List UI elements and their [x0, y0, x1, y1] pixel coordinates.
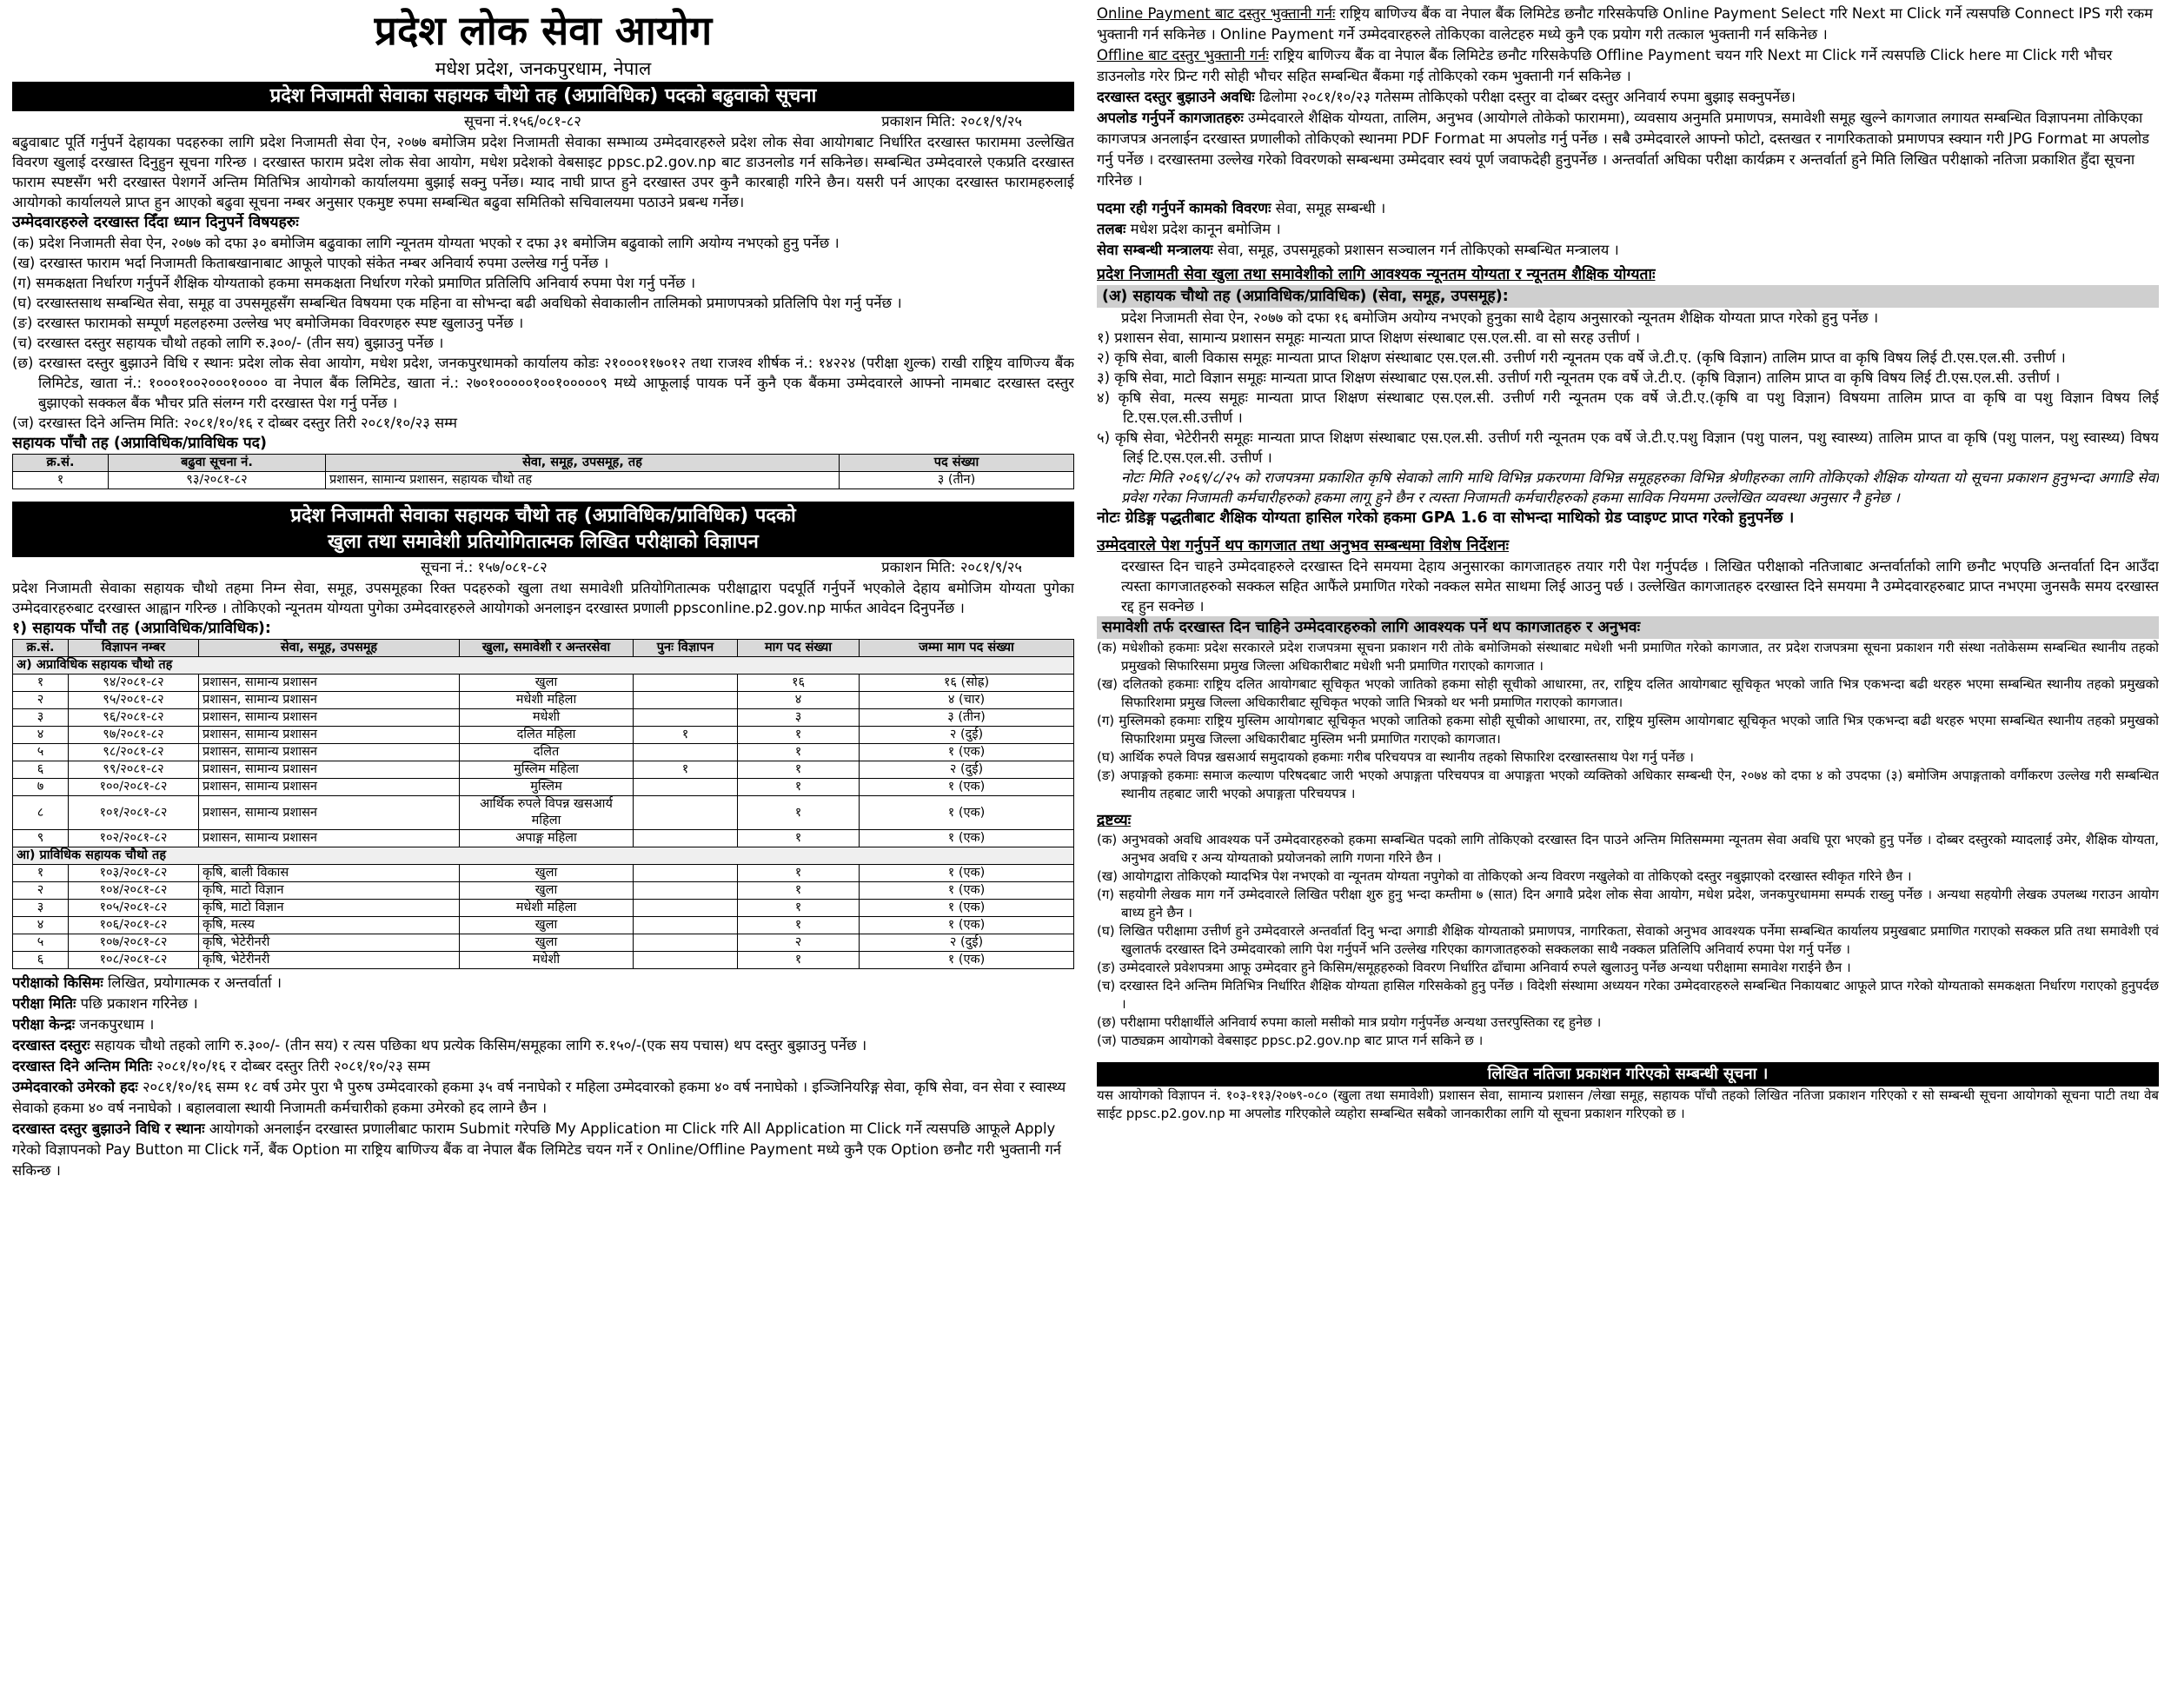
table-cell: १०८/२०८१-८२ — [69, 952, 199, 969]
notice1-pub-date: प्रकाशन मिति: २०८१/९/२५ — [881, 113, 1022, 130]
job-duties-label: पदमा रही गर्नुपर्ने कामको विवरणः — [1097, 200, 1271, 216]
notice2-number: सूचना नं.: १५७/०८१-८२ — [421, 559, 548, 575]
table-cell: १ (एक) — [860, 744, 1074, 761]
table-cell: कृषि, माटो विज्ञान — [199, 900, 460, 917]
offline-payment-label: Offline बाट दस्तुर भुक्तानी गर्नः — [1097, 47, 1269, 63]
table-cell — [634, 934, 738, 952]
age-label: उम्मेदवारको उमेरको हदः — [12, 1079, 138, 1095]
table-cell — [634, 952, 738, 969]
notice1-point: (च) दरखास्त दस्तुर सहायक चौथो तहको लागि रु.३००/- (तीन सय) बुझाउनु पर्नेछ । — [12, 335, 444, 351]
table-row — [13, 900, 1074, 917]
table-cell: १ — [13, 472, 109, 489]
remark-item: (ग) सहयोगी लेखक माग गर्ने उम्मेदवारले लिखित परीक्षा शुरु हुनु भन्दा कम्तीमा ७ (सात) दिन अगावै प्रदेश लोक सेवा आयोग, मधेश प्रदेश, जनकपुरधाममा सम्पर्क राख्नु पर्नेछ । अन्यथा सहयोगी लेखक उपलब्ध गराउन आयोग बाध्य हुने छैन । — [1097, 887, 2159, 920]
table-cell: ३ (तीन) — [840, 472, 1074, 489]
table-cell: ८ — [13, 796, 69, 830]
notice2-title-line2: खुला तथा समावेशी प्रतियोगितात्मक लिखित परीक्षाको विज्ञापन — [328, 531, 759, 553]
table-cell: १ — [738, 727, 860, 744]
table-cell: ९३/२०८१-८२ — [109, 472, 326, 489]
table-cell: १ (एक) — [860, 865, 1074, 882]
upload-docs — [1097, 108, 2159, 191]
fee-value: सहायक चौथो तहको लागि रु.३००/- (तीन सय) र त्यस पछिका थप प्रत्येक किसिम/समूहका लागि रु.१५०/-(एक सय पचास) थप दस्तुर बुझाउनु पर्नेछ । — [90, 1037, 867, 1053]
table-cell — [634, 692, 738, 709]
result-notice-text: यस आयोगको विज्ञापन नं. १०३-११३/२०७९-०८० (खुला तथा समावेशी) प्रशासन सेवा, सामान्य प्रशासन /लेखा समूह, सहायक पाँचौ तहको लिखित नतिजा प्रकाशन गरिएको र सो सम्बन्धी सूचना आयोगको सूचना पाटी तथा वेब साईट ppsc.p2.gov.np मा अपलोड गरिएकोले व्यहोरा सम्बन्धित सबैको जानकारीका लागि यो सूचना प्रकाशन गरिएको छ । — [1097, 1087, 2159, 1121]
job-duties-text: सेवा, समूह सम्बन्धी । — [1271, 200, 1386, 216]
table-cell — [634, 796, 738, 830]
table-row — [13, 727, 1074, 744]
table-cell: खुला — [460, 675, 634, 692]
ministry-text: सेवा, समूह, उपसमूहको प्रशासन सञ्चालन गर्न तोकिएको सम्बन्धित मन्त्रालय । — [1212, 242, 1619, 258]
table-cell — [634, 744, 738, 761]
table-cell: १ — [738, 761, 860, 779]
exam-date-label: परीक्षा मितिः — [12, 995, 76, 1012]
table-cell: ३ — [13, 709, 69, 727]
table-cell: प्रशासन, सामान्य प्रशासन — [199, 675, 460, 692]
table-cell: १ — [738, 952, 860, 969]
table-cell: प्रशासन, सामान्य प्रशासन — [199, 744, 460, 761]
qualification-heading: प्रदेश निजामती सेवा खुला तथा समावेशीको लागि आवश्यक न्यूनतम योग्यता र न्यूनतम शैक्षिक योग्यताः — [1097, 266, 1656, 283]
table-cell — [634, 865, 738, 882]
application-deadline — [12, 1056, 1074, 1077]
table-cell: १ (एक) — [860, 882, 1074, 900]
table-cell — [634, 830, 738, 847]
table-cell: खुला — [460, 882, 634, 900]
table-cell: १०६/२०८१-८२ — [69, 917, 199, 934]
notice1-table-heading: सहायक पाँचौ तह (अप्राविधिक/प्राविधिक पद) — [12, 435, 267, 452]
notice1-point: (क) प्रदेश निजामती सेवा ऐन, २०७७ को दफा ३० बमोजिम बढुवाका लागि न्यूनतम योग्यता भएको र दफा ३१ बमोजिम बढुवाको लागि अयोग्य नभएको हुनु पर्नेछ । — [12, 235, 840, 251]
exam-center-value: जनकपुरधाम । — [75, 1016, 155, 1033]
table-cell: १ — [13, 675, 69, 692]
gpa-note: नोटः ग्रेडिङ्ग पद्धतीबाट शैक्षिक योग्यता हासिल गरेको हकमा GPA 1.6 वा सोभन्दा माथिको ग्रेड प्वाइण्ट प्राप्त गरेको हुनुपर्नेछ । — [1097, 509, 1795, 527]
ministry — [1097, 240, 2159, 261]
table-cell: मधेशी महिला — [460, 692, 634, 709]
left-column — [12, 0, 1074, 1708]
table-cell: प्रशासन, सामान्य प्रशासन — [199, 796, 460, 830]
table-cell: १ (एक) — [860, 952, 1074, 969]
table-cell: ३ (तीन) — [860, 709, 1074, 727]
table-cell: कृषि, भेटेरीनरी — [199, 934, 460, 952]
table-cell: १ (एक) — [860, 900, 1074, 917]
inclusive-doc-item: (ख) दलितको हकमाः राष्ट्रिय दलित आयोगबाट सूचिकृत भएको जातिको हकमा सोही सूचीको आधारमा, तर, राष्ट्रिय दलित आयोगबाट सूचिकृत भएको जाति भित्र एकभन्दा बढी थरहरु भएमा सम्बन्धित स्थानीय तहको प्रमुखको सिफारिशमा प्रमुख जिल्ला अधिकारीबाट सूचिकृत भएको जाति भित्रको थर भनी प्रमाणित गराएको कागजात। — [1097, 676, 2159, 710]
group-label: आ) प्राविधिक सहायक चौथो तह — [13, 847, 1074, 865]
exam-center — [12, 1014, 1074, 1035]
age-value: २०८१/१०/१६ सम्म १८ वर्ष उमेर पुरा भै पुरुष उम्मेदवारको हकमा ३५ वर्ष ननाघेको र महिला उम्मेदवारको हकमा ४० वर्ष ननाघेको । इञ्जिनियरिङ्ग सेवा, कृषि सेवा, वन सेवा र स्वास्थ्य सेवाको हकमा ४० वर्ष ननाघेको । बहालवाला स्थायी निजामती कर्मचारीको हकमा उमेरको हद लाग्ने छैन । — [12, 1079, 1066, 1116]
table-cell: १०१/२०८१-८२ — [69, 796, 199, 830]
table-cell: १ (एक) — [860, 779, 1074, 796]
qualification-bar: (अ) सहायक चौथो तह (अप्राविधिक/प्राविधिक) (सेवा, समूह, उपसमूह): — [1097, 285, 2159, 308]
fee-period-text: ढिलोमा २०८१/१०/२३ गतेसम्म तोकिएको परीक्षा दस्तुर वा दोब्बर दस्तुर अनिवार्य रुपमा बुझाइ सक्नुपर्नेछ। — [1254, 89, 1796, 105]
group-row — [13, 847, 1074, 865]
table-row — [13, 934, 1074, 952]
exam-type-label: परीक्षाको किसिमः — [12, 974, 103, 991]
notice2-intro: प्रदेश निजामती सेवाका सहायक चौथो तहमा निम्न सेवा, समूह, उपसमूहका रिक्त पदहरुको खुला तथा समावेशी प्रतियोगितात्मक परीक्षाद्वारा पदपूर्ति गर्नुपर्ने भएकोले देहाय बमोजिम योग्यता पुगेका उम्मेदवारहरुबाट दरखास्त आह्वान गरिन्छ । तोकिएको न्यूनतम योग्यता पुगेका उम्मेदवारहरुले आयोगको अनलाइन दरखास्त प्रणाली ppsconline.p2.gov.np मार्फत आवेदन दिनुपर्नेछ । — [12, 580, 1074, 616]
table-cell: ५ — [13, 934, 69, 952]
table-cell — [634, 882, 738, 900]
table-cell: २ (दुई) — [860, 727, 1074, 744]
table-cell: १ — [738, 865, 860, 882]
table-cell: ७ — [13, 779, 69, 796]
table-cell: कृषि, बाली विकास — [199, 865, 460, 882]
offline-payment — [1097, 45, 2159, 87]
table-row — [13, 779, 1074, 796]
table-cell: १०४/२०८१-८२ — [69, 882, 199, 900]
table-cell: ३ — [13, 900, 69, 917]
table-cell: १ — [738, 830, 860, 847]
notice1-number: सूचना नं.१५६/०८१-८२ — [464, 113, 581, 130]
remark-item: (घ) लिखित परीक्षामा उत्तीर्ण हुने उम्मेदवारले अन्तर्वार्ता दिनु भन्दा अगाडी शैक्षिक योग्यताको प्रमाणपत्र, नागरिकता, सेवाको अनुभव आवश्यक पर्नेमा सम्बन्धित कार्यालय प्रमुखबाट प्रमाणित गराएको सक्कल प्रति तथा समावेशी एवं खुलातर्फ दरखास्त दिने उम्मेदवारको लागि पेश गर्नुपर्ने भनि उल्लेख गरिएका कागजातहरुको सक्कलका साथै नक्कल प्रतिलिपि अनिवार्य रुपमा पेश गर्नु पर्नेछ । — [1097, 923, 2159, 957]
remarks-list — [1097, 831, 2159, 1050]
table-header-row — [13, 640, 1074, 657]
qualification-note: नोटः मिति २०६९/८/२५ को राजपत्रमा प्रकाशित कृषि सेवाको लागि माथि विभिन्न प्रकरणमा विभिन्न समूहहरुका विभिन्न श्रेणीहरुका लागि तोकिएको शैक्षिक योग्यता यो सूचना प्रकाशन हुनुभन्दा अगाडि सेवा प्रवेश गरेका निजामती कर्मचारीहरुको हकमा लागू हुने छैन र त्यस्ता निजामती कर्मचारीहरुको हकमा साविक नियममा उल्लेखित व्यवस्था अनुसार नै हुनेछ । — [1121, 469, 2159, 506]
table-row — [13, 675, 1074, 692]
table-cell: ९ — [13, 830, 69, 847]
table-cell: खुला — [460, 917, 634, 934]
table-cell: मुस्लिम महिला — [460, 761, 634, 779]
col-header: सेवा, समूह, उपसमूह, तह — [326, 455, 840, 472]
table-cell: १ (एक) — [860, 830, 1074, 847]
inclusive-doc-item: (ङ) अपाङ्गको हकमाः समाज कल्याण परिषदबाट जारी भएको अपाङ्गता परिचयपत्र वा अपाङ्गता भएको व्यक्तिको अधिकार सम्बन्धी ऐन, २०७४ को दफा ४ को उपदफा (३) बमोजिम अपाङ्गताको वर्गीकरण उल्लेख गरी सम्बन्धित स्थानीय तहबाट जारी भएको अपाङ्गता परिचयपत्र । — [1097, 768, 2159, 801]
online-payment-text: राष्ट्रिय बाणिज्य बैंक वा नेपाल बैंक लिमिटेड छनौट गरिसकेपछि Online Payment Select गरि Next मा Click गर्ने त्यसपछि Connect IPS गरी रकम भुक्तानी गर्न सकिनेछ । Online Payment गर्ने उम्मेदवारहरुले तोकिएका वालेटहरु मध्ये कुनै एक प्रयोग गरी तत्काल भुक्तानी गर्न सकिनेछ । — [1097, 5, 2154, 43]
remark-item: (ङ) उम्मेदवारले प्रवेशपत्रमा आफू उम्मेदवार हुने किसिम/समूहहरुको विवरण निर्धारित ढाँचामा अनिवार्य रुपले खुलाउनु पर्नेछ अन्यथा परीक्षामा समावेश गराईने छैन । — [1097, 960, 1851, 975]
inclusive-docs-bar: समावेशी तर्फ दरखास्त दिन चाहिने उम्मेदवारहरुको लागि आवश्यक पर्ने थप कागजातहरु र अनुभवः — [1097, 616, 2159, 639]
notice1-points — [12, 233, 1074, 433]
table-cell: प्रशासन, सामान्य प्रशासन — [199, 779, 460, 796]
table-cell: ४ — [738, 692, 860, 709]
table-cell — [634, 675, 738, 692]
fee-period-label: दरखास्त दस्तुर बुझाउने अवधिः — [1097, 89, 1255, 105]
table-cell: प्रशासन, सामान्य प्रशासन — [199, 727, 460, 744]
group-label: अ) अप्राविधिक सहायक चौथो तह — [13, 657, 1074, 675]
table-cell: १ (एक) — [860, 796, 1074, 830]
offline-payment-text: राष्ट्रिय बाणिज्य बैंक वा नेपाल बैंक लिमिटेड छनौट गरिसकेपछि Offline Payment चयन गरि Next मा Click गर्ने त्यसपछि Click here मा Click गरी भौचर डाउनलोड गरेर प्रिन्ट गरी सोही भौचर सहित सम्बन्धित बैंकमा गई तोकिएको रकम भुक्तानी गर्न सकिनेछ । — [1097, 47, 2113, 84]
vacancy-rows-technical — [13, 865, 1074, 969]
table-row — [13, 709, 1074, 727]
masthead — [12, 5, 1074, 82]
table-cell: ९९/२०८१-८२ — [69, 761, 199, 779]
table-cell — [634, 917, 738, 934]
table-cell: आर्थिक रुपले विपन्न खसआर्य महिला — [460, 796, 634, 830]
inclusive-doc-item: (ग) मुस्लिमको हकमाः राष्ट्रिय मुस्लिम आयोगबाट सूचिकृत भएको जातिको हकमा सोही सूचीको आधारमा, तर, राष्ट्रिय मुस्लिम आयोगबाट सूचिकृत भएको जाति भित्र एकभन्दा बढी थरहरु भएमा सम्बन्धित स्थानीय तहको प्रमुखको सिफारिशमा प्रमुख जिल्ला अधिकारीबाट मुस्लिम भनी प्रमाणित गराएको कागजात। — [1097, 713, 2159, 747]
deadline-label: दरखास्त दिने अन्तिम मितिः — [12, 1058, 152, 1074]
remark-item: (छ) परीक्षामा परीक्षार्थीले अनिवार्य रुपमा कालो मसीको मात्र प्रयोग गर्नुपर्नेछ अन्यथा उत्तरपुस्तिका रद्द हुनेछ । — [1097, 1014, 1602, 1030]
table-cell: ४ — [13, 917, 69, 934]
documents-heading: उम्मेदवारले पेश गर्नुपर्ने थप कागजात तथा अनुभव सम्बन्धमा विशेष निर्देशनः — [1097, 537, 1510, 555]
notice1-point: (घ) दरखास्तसाथ सम्बन्धित सेवा, समूह वा उपसमूहसँग सम्बन्धित विषयमा एक महिना वा सोभन्दा बढी अवधिको सेवाकालीन तालिमको प्रमाणपत्रको प्रतिलिपि पेश गर्नु पर्नेछ । — [12, 295, 902, 311]
table-cell: २ — [738, 934, 860, 952]
col-header: पद संख्या — [840, 455, 1074, 472]
fee-label: दरखास्त दस्तुरः — [12, 1037, 90, 1053]
deadline-value: २०८१/१०/१६ र दोब्बर दस्तुर तिरी २०८१/१०/२३ सम्म — [151, 1058, 430, 1074]
col-header: खुला, समावेशी र अन्तरसेवा — [460, 640, 634, 657]
table-row — [13, 692, 1074, 709]
online-payment-label: Online Payment बाट दस्तुर भुक्तानी गर्नः — [1097, 5, 1336, 22]
table-cell: प्रशासन, सामान्य प्रशासन — [199, 761, 460, 779]
table-cell: ९६/२०८१-८२ — [69, 709, 199, 727]
remark-item: (क) अनुभवको अवधि आवश्यक पर्ने उम्मेदवारहरुको हकमा सम्बन्धित पदको लागि तोकिएको दरखास्त दिन पाउने अन्तिम मितिसम्ममा न्यूनतम सेवा अवधि पूरा भएको हुनु पर्नेछ । दोब्बर दस्तुरको म्यादलाई उमेर, शैक्षिक योग्यता, अनुभव अवधि र अन्य योग्यताको प्रयोजनको लागि गणना गरिने छैन । — [1097, 832, 2159, 866]
table-cell — [634, 779, 738, 796]
table-cell: ५ — [13, 744, 69, 761]
payment-label: दरखास्त दस्तुर बुझाउने विधि र स्थानः — [12, 1120, 205, 1137]
table-row — [13, 744, 1074, 761]
qualification-item: ४) कृषि सेवा, मत्स्य समूहः मान्यता प्राप्त शिक्षण संस्थाबाट एस.एल.सी. उत्तीर्ण गरी न्यूनतम एक वर्षे जे.टी.ए.(कृषि वा पशु विज्ञान) विषयमा तालिम प्राप्त वा कृषि वा पशु विज्ञान विषय लिई टि.एस.एल.सी.उत्तीर्ण । — [1097, 389, 2159, 426]
notice1-point: (ज) दरखास्त दिने अन्तिम मिति: २०८१/१०/१६ र दोब्बर दस्तुर तिरी २०८१/१०/२३ सम्म — [12, 415, 457, 431]
job-duties — [1097, 198, 2159, 219]
table-cell: १०३/२०८१-८२ — [69, 865, 199, 882]
vacancy-table-heading: १) सहायक पाँचौ तह (अप्राविधिक/प्राविधिक): — [12, 620, 271, 637]
salary-text: मधेश प्रदेश कानून बमोजिम । — [1125, 221, 1281, 237]
right-column — [1097, 0, 2159, 1708]
table-cell: मधेशी — [460, 952, 634, 969]
table-cell: ४ (चार) — [860, 692, 1074, 709]
group-row — [13, 657, 1074, 675]
inclusive-docs-list — [1097, 639, 2159, 803]
col-header: विज्ञापन नम्बर — [69, 640, 199, 657]
notice1-point: (छ) दरखास्त दस्तुर बुझाउने विधि र स्थानः प्रदेश लोक सेवा आयोग, मधेश प्रदेश, जनकपुरधामको कार्यालय कोडः २१०००११७०१२ तथा राजश्व शीर्षक नं.: १४२२४ (परीक्षा शुल्क) राखी राष्ट्रिय वाणिज्य बैंक लिमिटेड, खाता नं.: १०००१००२०००१०००० वा नेपाल बैंक लिमिटेड, खाता नं.: २७०१०००००१००१०००००९ मध्ये आफूलाई पायक पर्ने कुनै एक बैंकमा उम्मेदवारले आफ्नो नामबाट दरखास्त दस्तुर बुझाएको सक्कल बैंक भौचर प्रति संलग्न गरी दरखास्त पेश गर्नु पर्नेछ । — [12, 355, 1074, 411]
table-cell: प्रशासन, सामान्य प्रशासन — [199, 830, 460, 847]
table-cell: १०५/२०८१-८२ — [69, 900, 199, 917]
notice2-meta — [12, 557, 1074, 578]
table-cell: १ — [634, 727, 738, 744]
table-cell: खुला — [460, 934, 634, 952]
col-header: क्र.सं. — [13, 640, 69, 657]
table-cell: १६ (सोह्र) — [860, 675, 1074, 692]
online-payment — [1097, 3, 2159, 45]
table-cell: मुस्लिम — [460, 779, 634, 796]
table-cell: ९५/२०८१-८२ — [69, 692, 199, 709]
inclusive-doc-item: (क) मधेशीको हकमाः प्रदेश सरकारले प्रदेश राजपत्रमा सूचना प्रकाशन गरी तोके बमोजिमको संस्थाबाट मधेशी भनी प्रमाणित गरेको कागजात, तर प्रदेश राजपत्रमा सूचना प्रकाशन गरी संस्था नतोकेसम्म सम्बन्धित स्थानीय तहको प्रमुखको सिफारिसमा प्रमुख जिल्ला अधिकारीबाट मधेशी भनी प्रमाणित गराएको कागजात । — [1097, 640, 2159, 674]
table-cell: ४ — [13, 727, 69, 744]
vacancy-rows-nontechnical — [13, 675, 1074, 847]
remark-item: (ख) आयोगद्वारा तोकिएको म्यादभित्र पेश नभएको वा न्यूनतम योग्यता नपुगेको वा तोकिएको अन्य विवरण नखुलेको वा तोकिएको दस्तुर नबुझाएको दरखास्त स्वीकृत गरिने छैन । — [1097, 868, 1912, 884]
table-cell: १०७/२०८१-८२ — [69, 934, 199, 952]
application-fee — [12, 1035, 1074, 1056]
upload-docs-label: अपलोड गर्नुपर्ने कागजातहरुः — [1097, 110, 1244, 126]
table-cell: दलित महिला — [460, 727, 634, 744]
table-cell: १ — [738, 900, 860, 917]
table-row — [13, 952, 1074, 969]
qualification-item: ५) कृषि सेवा, भेटेरीनरी समूहः मान्यता प्राप्त शिक्षण संस्थाबाट एस.एल.सी. उत्तीर्ण गरी न्यूनतम एक वर्षे जे.टी.ए.पशु विज्ञान (पशु पालन, पशु स्वास्थ्य) तालिम प्राप्त वा कृषि (पशु पालन, पशु स्वास्थ्य) विषय लिई टि.एस.एल.सी. उत्तीर्ण । — [1097, 429, 2159, 466]
age-limit — [12, 1077, 1074, 1119]
table-cell: १ — [738, 779, 860, 796]
table-row — [13, 917, 1074, 934]
table-cell: १ — [634, 761, 738, 779]
qualification-list — [1097, 328, 2159, 468]
table-cell: प्रशासन, सामान्य प्रशासन, सहायक चौथो तह — [326, 472, 840, 489]
table-header-row — [13, 455, 1074, 472]
table-cell: २ — [13, 692, 69, 709]
table-cell: अपाङ्ग महिला — [460, 830, 634, 847]
table-row — [13, 796, 1074, 830]
col-header: सेवा, समूह, उपसमूह — [199, 640, 460, 657]
col-header: माग पद संख्या — [738, 640, 860, 657]
table-cell: दलित — [460, 744, 634, 761]
exam-center-label: परीक्षा केन्द्रः — [12, 1016, 76, 1033]
table-cell: २ — [13, 882, 69, 900]
result-notice-bar: लिखित नतिजा प्रकाशन गरिएको सम्बन्धी सूचना । — [1097, 1062, 2159, 1087]
table-cell: १ — [13, 865, 69, 882]
notice2-title-bar — [12, 502, 1074, 557]
remark-item: (च) दरखास्त दिने अन्तिम मितिभित्र निर्धारित शैक्षिक योग्यता हासिल गरिसकेको हुनु पर्नेछ । विदेशी संस्थामा अध्ययन गरेका उम्मेदवारहरुले सम्बन्धित निकायबाट आफूले प्राप्त गरेको योग्यताको समकक्षता निर्धारण गराएको हुनुपर्दछ । — [1097, 978, 2159, 1012]
table-cell — [634, 900, 738, 917]
table-cell: मधेशी — [460, 709, 634, 727]
table-cell: ९४/२०८१-८२ — [69, 675, 199, 692]
salary — [1097, 219, 2159, 240]
inclusive-doc-item: (घ) आर्थिक रुपले विपन्न खसआर्य समुदायको हकमाः गरीब परिचयपत्र वा स्थानीय तहको सिफारिश दरखास्तसाथ पेश गर्नु पर्नेछ । — [1097, 749, 1694, 765]
notice1-point: (ग) समकक्षता निर्धारण गर्नुपर्ने शैक्षिक योग्यताको हकमा समकक्षता निर्धारण गरेको प्रमाणित प्रतिलिपि अनिवार्य रुपमा पेश गर्नु पर्नेछ । — [12, 275, 696, 291]
commission-title: प्रदेश लोक सेवा आयोग — [374, 7, 713, 54]
table-row — [13, 865, 1074, 882]
table-cell: कृषि, भेटेरीनरी — [199, 952, 460, 969]
notice1-points-heading: उम्मेदवारहरुले दरखास्त दिँदा ध्यान दिनुपर्ने विषयहरुः — [12, 214, 299, 231]
table-cell: १ — [738, 882, 860, 900]
table-cell: १ — [738, 796, 860, 830]
col-header: जम्मा माग पद संख्या — [860, 640, 1074, 657]
remark-item: (ज) पाठ्यक्रम आयोगको वेबसाइट ppsc.p2.gov.np बाट प्राप्त गर्न सकिने छ । — [1097, 1033, 1484, 1048]
table-row — [13, 761, 1074, 779]
exam-date-value: पछि प्रकाशन गरिनेछ । — [76, 995, 198, 1012]
table-cell: १ (एक) — [860, 917, 1074, 934]
notice1-intro: बढुवाबाट पूर्ति गर्नुपर्ने देहायका पदहरुका लागि प्रदेश निजामती सेवा ऐन, २०७७ बमोजिम प्रदेश निजामती सेवाका सम्भाव्य उम्मेदवारहरुले प्रदेश लोक सेवा आयोगबाट निर्धारित दरखास्त फाराममा उल्लेखित विवरण खुलाई दरखास्त दिनुहुन सूचना गरिन्छ । दरखास्त फाराम प्रदेश लोक सेवा आयोग, मधेश प्रदेशको वेबसाइट ppsc.p2.gov.np बाट डाउनलोड गर्न सकिनेछ। सम्बन्धित उम्मेदवारले एकप्रति दरखास्त फाराम स्पष्टसँग भरी दरखास्त पेशगर्ने अन्तिम मितिभित्र आयोगको कार्यालयमा बुझाई सक्नु पर्नेछ। म्याद नाघी प्राप्त हुने दरखास्त उपर कुनै कारबाही गरिने छैन। यसरी पर्न आएका दरखास्त फारामहरुलाई आयोगको कार्यालयले प्राप्त हुन आएको बढुवा सूचना नम्बर अनुसार एकमुष्ट रुपमा सम्बन्धित बढुवा समितिको सचिवालयमा पठाउने प्रबन्ध गर्नेछ। — [12, 134, 1074, 210]
commission-address: मधेश प्रदेश, जनकपुरधाम, नेपाल — [435, 58, 652, 79]
salary-label: तलबः — [1097, 221, 1126, 237]
table-cell: २ (दुई) — [860, 761, 1074, 779]
col-header: क्र.सं. — [13, 455, 109, 472]
remarks-heading: द्रष्टव्यः — [1097, 812, 1132, 829]
table-cell: मधेशी महिला — [460, 900, 634, 917]
payment-method — [12, 1119, 1074, 1181]
table-cell: ९८/२०८१-८२ — [69, 744, 199, 761]
documents-text: दरखास्त दिन चाहने उम्मेदवाहरुले दरखास्त दिने समयमा देहाय अनुसारका कागजातहरु तयार गरी पेश गर्नुपर्दछ । लिखित परीक्षाको नतिजाबाट अन्तर्वार्ताको लागि छनौट भएपछि अन्तर्वार्ता दिन आउँदा त्यस्ता कागजातहरुको सक्कल सहित आफैंले प्रमाणित गरेको नक्कल समेत साथमा लिई आउनु पर्छ । उल्लेखित कागजातहरु दरखास्त दिने समयमा नै उम्मेदवारहरुबाट प्राप्त नभएमा जुनसकै समय दरखास्त रद्द हुन सक्नेछ । — [1121, 558, 2159, 615]
table-cell: १ — [738, 917, 860, 934]
table-cell: प्रशासन, सामान्य प्रशासन — [199, 692, 460, 709]
col-header: बढुवा सूचना नं. — [109, 455, 326, 472]
qualification-item: २) कृषि सेवा, बाली विकास समूहः मान्यता प्राप्त शिक्षण संस्थाबाट एस.एल.सी. उत्तीर्ण गरी न्यूनतम एक वर्षे जे.टी.ए. (कृषि विज्ञान) तालिम प्राप्त वा कृषि विषय लिई टी.एस.एल.सी. उत्तीर्ण । — [1097, 349, 2066, 366]
qualification-intro: प्रदेश निजामती सेवा ऐन, २०७७ को दफा १६ बमोजिम अयोग्य नभएको हुनुका साथै देहाय अनुसारको न्यूनतम शैक्षिक योग्यता प्राप्त गरेको हुनु पर्नेछ । — [1121, 309, 1879, 326]
table-cell — [634, 709, 738, 727]
table-cell: १६ — [738, 675, 860, 692]
table-cell: ९७/२०८१-८२ — [69, 727, 199, 744]
table-cell: ३ — [738, 709, 860, 727]
table-cell: कृषि, मत्स्य — [199, 917, 460, 934]
table-row — [13, 472, 1074, 489]
exam-type — [12, 973, 1074, 994]
qualification-item: ३) कृषि सेवा, माटो विज्ञान समूहः मान्यता प्राप्त शिक्षण संस्थाबाट एस.एल.सी. उत्तीर्ण गरी न्यूनतम एक वर्षे जे.टी.ए. (कृषि विज्ञान) तालिम प्राप्त वा कृषि विषय लिई टी.एस.एल.सी. उत्तीर्ण । — [1097, 369, 2061, 386]
table-cell: कृषि, माटो विज्ञान — [199, 882, 460, 900]
fee-period — [1097, 87, 2159, 108]
vacancy-table — [12, 639, 1074, 969]
notice1-meta — [12, 111, 1074, 132]
table-row — [13, 830, 1074, 847]
table-cell: १००/२०८१-८२ — [69, 779, 199, 796]
notice1-title-bar: प्रदेश निजामती सेवाका सहायक चौथो तह (अप्राविधिक) पदको बढुवाको सूचना — [12, 82, 1074, 111]
table-cell: ६ — [13, 952, 69, 969]
notice2-title-line1: प्रदेश निजामती सेवाका सहायक चौथो तह (अप्राविधिक/प्राविधिक) पदको — [290, 505, 796, 527]
table-row — [13, 882, 1074, 900]
col-header: पुनः विज्ञापन — [634, 640, 738, 657]
exam-type-value: लिखित, प्रयोगात्मक र अन्तर्वार्ता । — [103, 974, 282, 991]
upload-docs-text: उम्मेदवारले शैक्षिक योग्यता, तालिम, अनुभव (आयोगले तोकेको फाराममा), व्यवसाय अनुमति प्रमाणपत्र, समावेशी समूह खुल्ने कागजात लगायत सम्बन्धित विज्ञापनमा तोकिएका कागजपत्र अनलाईन दरखास्त प्रणालीको तोकिएको स्थानमा PDF Format मा अपलोड गर्नु पर्नेछ । सबै उम्मेदवारले आफ्नो फोटो, दस्तखत र नागरिकताको प्रमाणपत्र स्क्यान गरी JPG Format मा अपलोड गर्नु पर्नेछ । दरखास्तमा उल्लेख गरेको विवरणको सम्बन्धमा उम्मेदवार स्वयं पूर्ण जवाफदेही हुनुपर्नेछ । अन्तर्वार्ता अघिका परीक्षा कार्यक्रम र अन्तर्वार्ता हुने मिति लिखित परीक्षाको नतिजा प्रकाशित हुँदा सूचना गरिनेछ । — [1097, 110, 2150, 189]
notice1-point: (ख) दरखास्त फाराम भर्दा निजामती किताबखानाबाट आफूले पाएको संकेत नम्बर अनिवार्य रुपमा उल्लेख गर्नु पर्नेछ । — [12, 255, 609, 271]
table-cell: ६ — [13, 761, 69, 779]
table-cell: १ — [738, 744, 860, 761]
notice1-point: (ङ) दरखास्त फारामको सम्पूर्ण महलहरुमा उल्लेख भए बमोजिमका विवरणहरु स्पष्ट खुलाउनु पर्नेछ । — [12, 315, 524, 331]
exam-date — [12, 994, 1074, 1014]
ministry-label: सेवा सम्बन्धी मन्त्रालयः — [1097, 242, 1213, 258]
table-cell: २ (दुई) — [860, 934, 1074, 952]
promotion-table — [12, 454, 1074, 489]
notice2-pub-date: प्रकाशन मिति: २०८१/९/२५ — [881, 559, 1022, 575]
table-cell: खुला — [460, 865, 634, 882]
qualification-item: १) प्रशासन सेवा, सामान्य प्रशासन समूहः मान्यता प्राप्त शिक्षण संस्थाबाट एस.एल.सी. वा सो सरह उत्तीर्ण । — [1097, 329, 1640, 346]
table-cell: १०२/२०८१-८२ — [69, 830, 199, 847]
table-cell: प्रशासन, सामान्य प्रशासन — [199, 709, 460, 727]
payment-value: आयोगको अनलाईन दरखास्त प्रणालीबाट फाराम Submit गरेपछि My Application मा Click गरि All Application मा Click गर्ने त्यसपछि आफूले Apply गरेको विज्ञापनको Pay Button मा Click गर्ने, बैंक Option मा राष्ट्रिय बाणिज्य बैंक वा नेपाल बैंक लिमिटेड चयन गर्ने र Online/Offline Payment मध्ये कुनै एक Option छनौट गरी भुक्तानी गर्न सकिन्छ । — [12, 1120, 1061, 1179]
